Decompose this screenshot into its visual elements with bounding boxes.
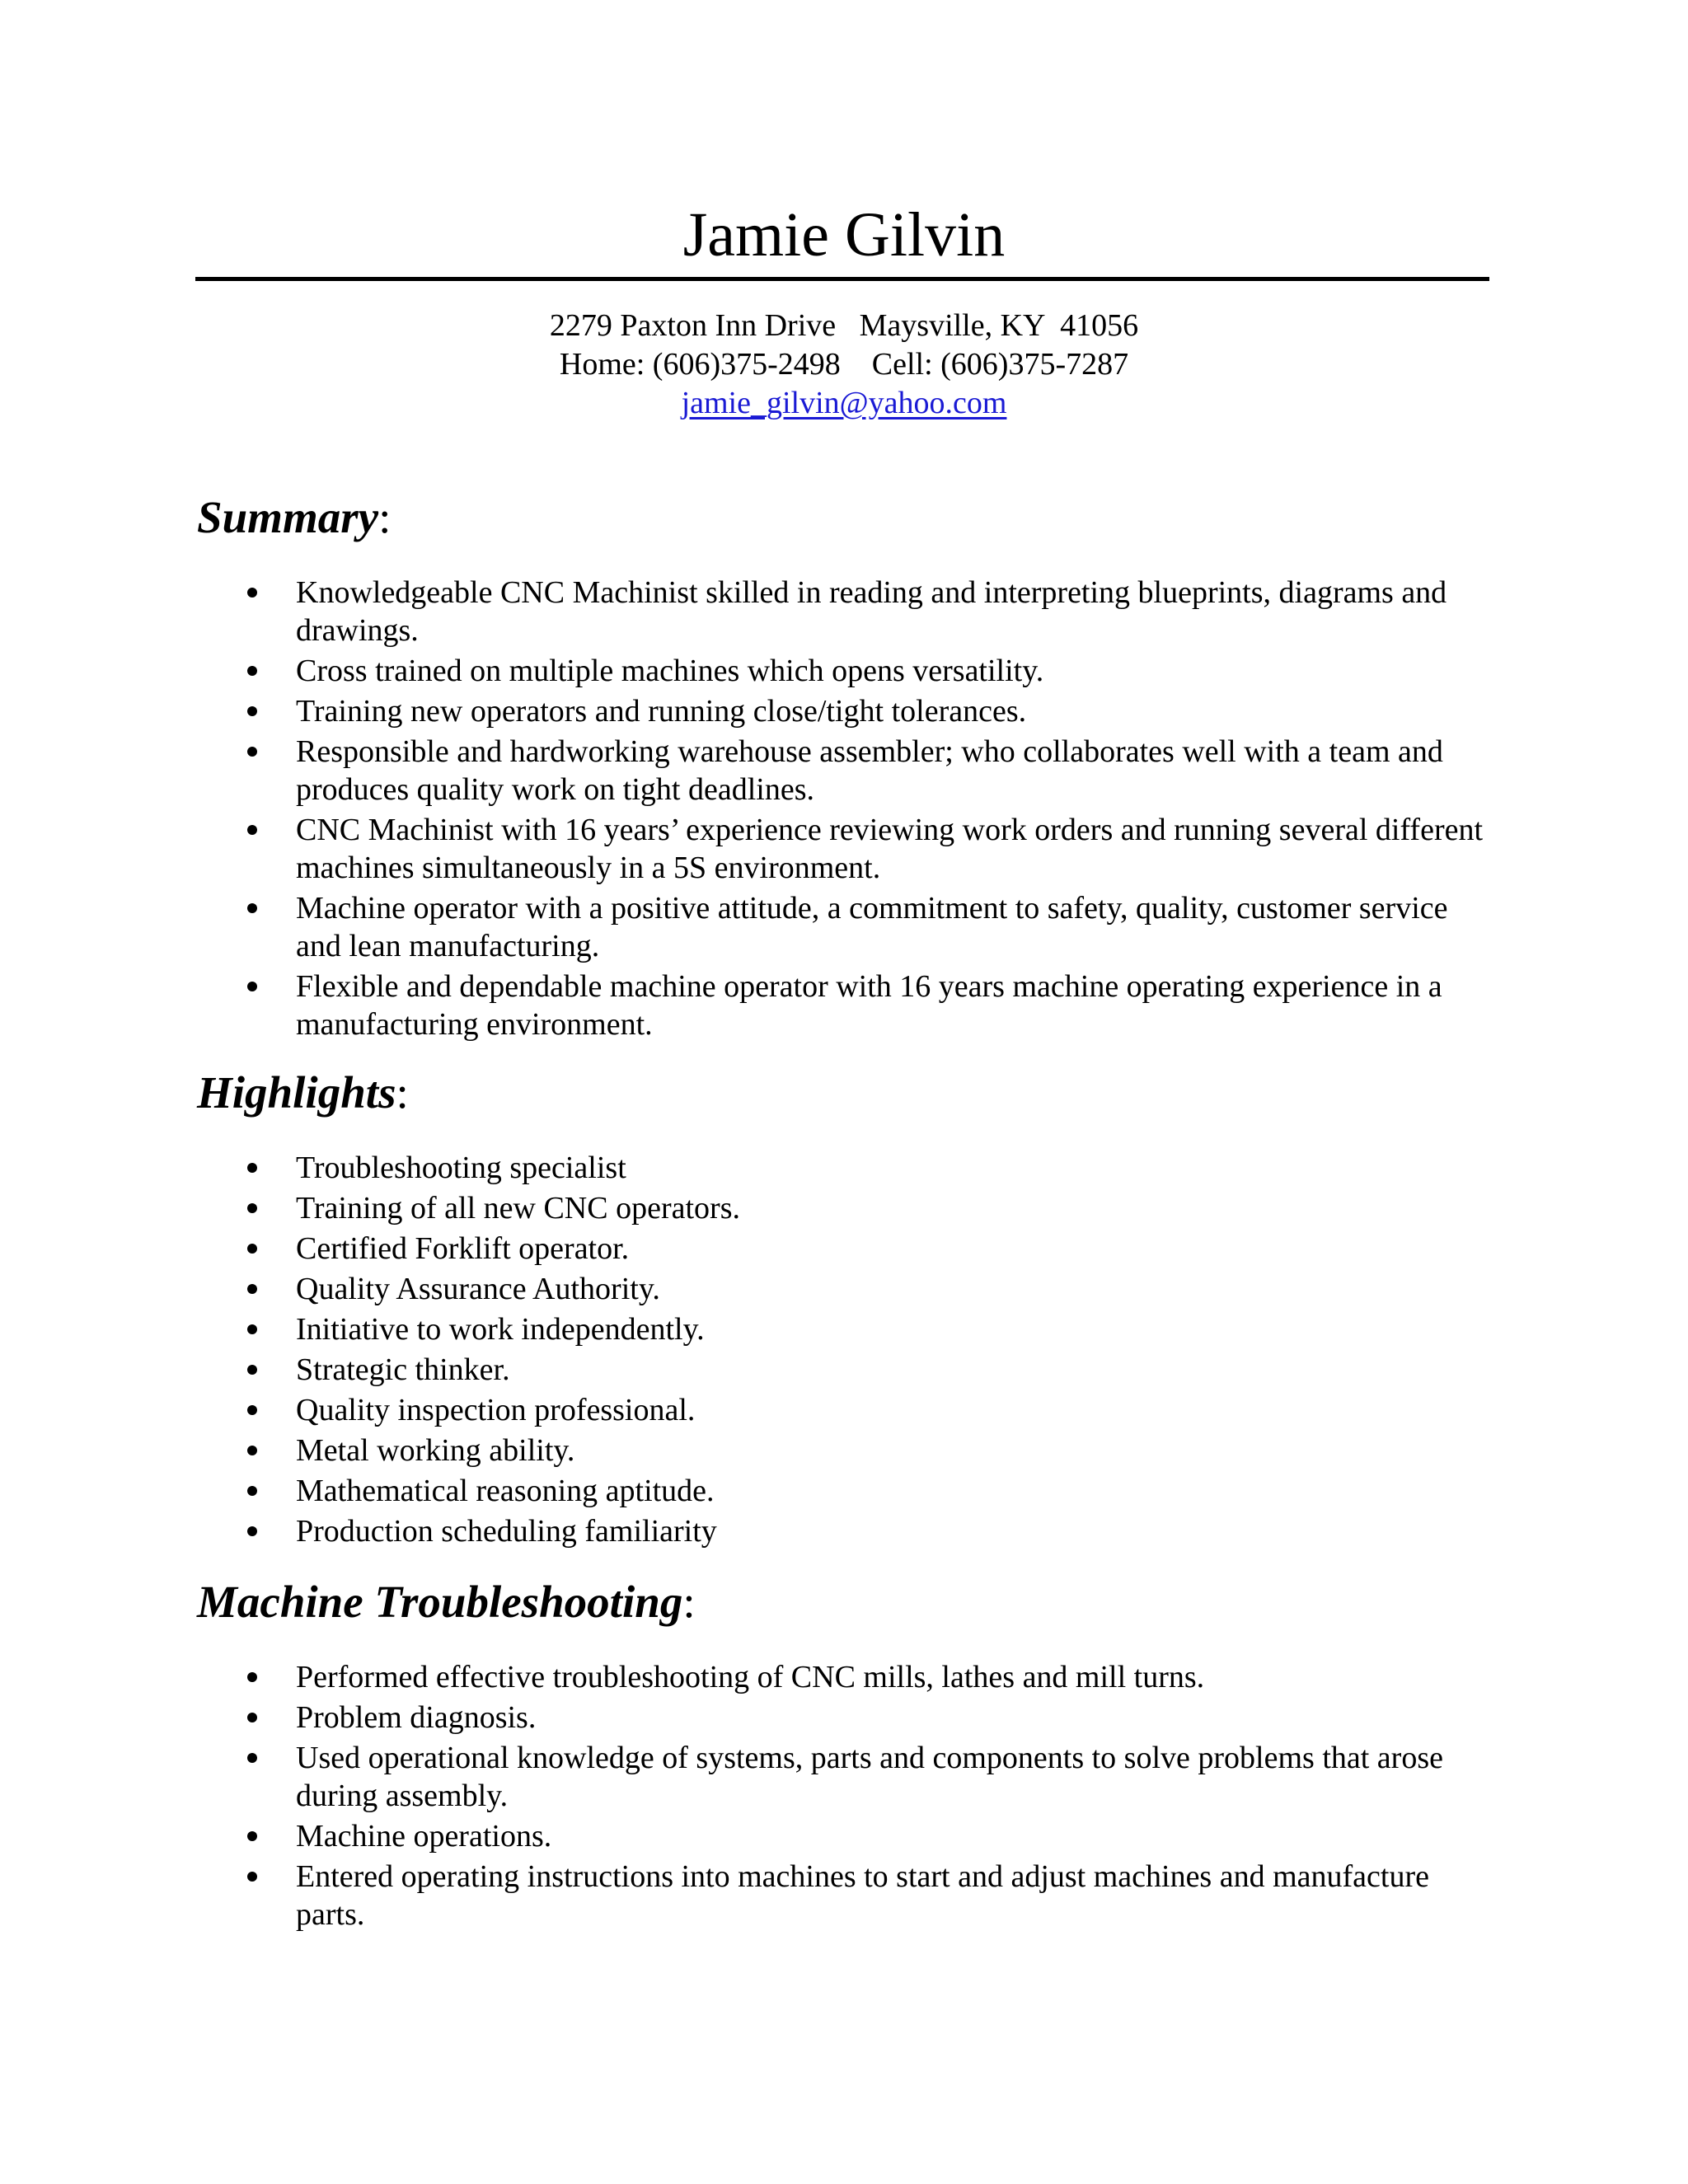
list-item [0, 652, 1491, 690]
bullet-icon [247, 1203, 257, 1213]
bullet-icon [247, 825, 257, 835]
list-item [0, 1512, 1491, 1550]
list-item [0, 811, 1491, 887]
list-item-text: Troubleshooting specialist [296, 1151, 626, 1185]
bullet-icon [247, 1405, 257, 1415]
troubleshooting-title: Machine Troubleshooting [197, 1577, 683, 1627]
list-item-text: Initiative to work independently. [296, 1312, 705, 1347]
highlights-heading [197, 1066, 409, 1119]
bullet-icon [247, 982, 257, 991]
bullet-icon [247, 1446, 257, 1455]
summary-heading [197, 491, 391, 544]
highlights-colon: : [396, 1067, 409, 1118]
bullet-icon [247, 747, 257, 757]
list-item [0, 1230, 1491, 1268]
troubleshooting-heading [197, 1576, 696, 1629]
bullet-icon [247, 1284, 257, 1294]
list-item [0, 1739, 1491, 1815]
list-item-text: Metal working ability. [296, 1433, 575, 1468]
highlights-list [0, 1149, 1688, 1553]
bullet-icon [247, 1831, 257, 1841]
bullet-icon [247, 1713, 257, 1722]
list-item-text: Quality Assurance Authority. [296, 1272, 660, 1306]
list-item-text: Mathematical reasoning aptitude. [296, 1474, 715, 1508]
troubleshooting-list [0, 1658, 1688, 1936]
list-item-text: Responsible and hardworking warehouse assembler; who collaborates well with a team and produces quality work on tight deadlines. [296, 734, 1443, 807]
list-item-text: Training of all new CNC operators. [296, 1191, 740, 1226]
list-item-text: Performed effective troubleshooting of CNC mills, lathes and mill turns. [296, 1660, 1205, 1694]
list-item [0, 574, 1491, 649]
list-item [0, 1658, 1491, 1696]
phone-line: Home: (606)375-2498 Cell: (606)375-7287 [559, 347, 1129, 382]
list-item-text: Knowledgeable CNC Machinist skilled in reading and interpreting blueprints, diagrams and drawings. [296, 575, 1447, 648]
header-rule [195, 277, 1489, 281]
list-item [0, 1189, 1491, 1227]
bullet-icon [247, 903, 257, 913]
list-item [0, 1699, 1491, 1736]
bullet-icon [247, 666, 257, 676]
list-item [0, 1432, 1491, 1469]
troubleshooting-colon: : [682, 1577, 696, 1627]
bullet-icon [247, 588, 257, 598]
bullet-icon [247, 1672, 257, 1682]
list-item [0, 733, 1491, 808]
bullet-icon [247, 1526, 257, 1536]
list-item [0, 1149, 1491, 1187]
bullet-icon [247, 706, 257, 716]
list-item [0, 889, 1491, 965]
list-item-text: Certified Forklift operator. [296, 1231, 630, 1266]
bullet-icon [247, 1872, 257, 1882]
list-item-text: Quality inspection professional. [296, 1393, 696, 1427]
resume-name: Jamie Gilvin [682, 200, 1006, 269]
list-item-text: Machine operations. [296, 1819, 552, 1854]
list-item-text: Problem diagnosis. [296, 1700, 537, 1735]
list-item-text: CNC Machinist with 16 years’ experience reviewing work orders and running several different machines simultaneously in a 5S environment. [296, 813, 1484, 885]
contact-block [0, 307, 1688, 423]
highlights-title: Highlights [197, 1067, 396, 1118]
list-item [0, 1270, 1491, 1308]
list-item [0, 1817, 1491, 1855]
list-item-text: Entered operating instructions into machines to start and adjust machines and manufacture parts. [296, 1859, 1429, 1932]
list-item [0, 968, 1491, 1043]
list-item [0, 1310, 1491, 1348]
list-item [0, 1858, 1491, 1933]
bullet-icon [247, 1163, 257, 1173]
list-item-text: Flexible and dependable machine operator with 16 years machine operating experience in a manufacturing environment. [296, 969, 1442, 1042]
bullet-icon [247, 1365, 257, 1375]
address-line: 2279 Paxton Inn Drive Maysville, KY 41056 [549, 308, 1139, 343]
list-item-text: Used operational knowledge of systems, parts and components to solve problems that arose during assembly. [296, 1741, 1443, 1813]
list-item [0, 1472, 1491, 1510]
list-item-text: Strategic thinker. [296, 1352, 510, 1387]
summary-list [0, 574, 1688, 1046]
list-item [0, 1351, 1491, 1389]
list-item-text: Cross trained on multiple machines which opens versatility. [296, 654, 1044, 688]
list-item [0, 1391, 1491, 1429]
bullet-icon [247, 1324, 257, 1334]
bullet-icon [247, 1753, 257, 1763]
list-item-text: Production scheduling familiarity [296, 1514, 717, 1549]
summary-title: Summary [197, 492, 379, 542]
summary-colon: : [378, 492, 392, 542]
list-item-text: Machine operator with a positive attitude, a commitment to safety, quality, customer service and lean manufacturing. [296, 891, 1448, 963]
list-item-text: Training new operators and running close/tight tolerances. [296, 694, 1027, 729]
list-item [0, 692, 1491, 730]
bullet-icon [247, 1244, 257, 1254]
bullet-icon [247, 1486, 257, 1496]
email-link[interactable]: jamie_gilvin@yahoo.com [681, 386, 1007, 420]
